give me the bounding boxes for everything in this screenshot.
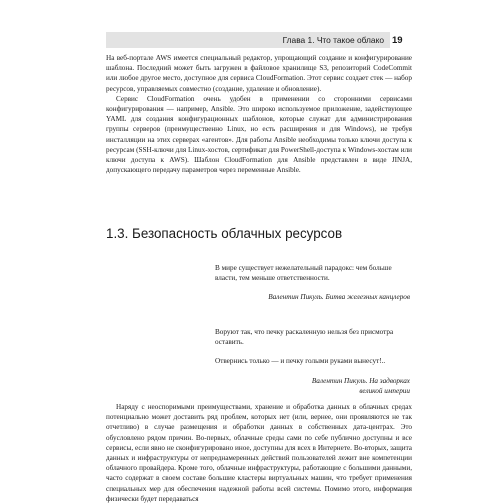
- paragraph: Сервис CloudFormation очень удобен в применении со сторонними сервисами конфигурирования — например, Ansible. Это широко используемое приложение, задействующее YAML для создания конфигурационных шаблонов, которые служат для администрирования группы серверов (преимущественно Linux, но есть расширения и для Windows), не требуя инсталляции на этих серверах «агентов». Для работы Ansible необходимы только ключи доступа к ресурсам (SSH-ключи для Linux-хостов, сертификат для PowerShell-доступа к Windows-хостам или ключи доступа к AWS). Шаблон CloudFormation для Ansible представлен в виде JINJA, допускающего передачу параметров через переменные Ansible.: [106, 94, 412, 175]
- section-heading: 1.3. Безопасность облачных ресурсов: [106, 226, 343, 241]
- main-text: [106, 402, 412, 504]
- epigraph: [215, 263, 410, 303]
- intro-text: [106, 53, 412, 175]
- paragraph: На веб-портале AWS имеется специальный редактор, упрощающий создание и конфигурирование шаблона. Последний может быть загружен в файловое хранилище S3, репозиторий CodeCommit или любое другое место, доступное для сервиса CloudFormation. Этот сервис создает стек — набор ресурсов, управляемых совместно (создание, удаление и обновление).: [106, 54, 412, 93]
- page-number: 19: [392, 34, 403, 46]
- epigraph-quote: Воруют так, что печку раскаленную нельзя без присмотра оставить.: [215, 328, 394, 347]
- epigraph-quote: Отвернись только — и печку голыми руками вынесут!..: [215, 357, 386, 366]
- epigraph: [215, 327, 410, 396]
- epigraph-attribution: Валентин Пикуль. Битва железных канцлеров: [268, 293, 410, 302]
- running-header: [106, 32, 390, 48]
- epigraph-attribution-line: Валентин Пикуль. На задворках: [311, 376, 410, 385]
- epigraph-attribution: [215, 376, 410, 396]
- chapter-title: Глава 1. Что такое облако: [282, 35, 384, 45]
- epigraph-attribution-line: великой империи: [359, 386, 410, 395]
- paragraph: Наряду с неоспоримыми преимуществами, хранение и обработка данных в облачных средах потенциально может доставить ряд проблем, которых нет (или, вернее, они проявляются не так отчетливо) в случае размещения и обработки данных в собственных дата-центрах. Это обусловлено рядом причин. Во-первых, облачные среды сами по себе публично доступны и все сервисы, если явно не сконфигурировано иное, доступны для всех в Интернете. Во-вторых, защита данных и инфраструктуры от непреднамеренных действий пользователей лежит вне компетенции облачного провайдера. Кроме того, облачные инфраструктуры, работающие с большими данными, часто содержат в своем составе большие кластеры виртуальных машин, что требует применения специальных мер для обеспечения надежной работы всей системы. Помимо этого, информация физически будет передаваться: [106, 403, 412, 503]
- epigraph-quote: В мире существует нежелательный парадокс: чем больше власти, тем меньше ответственности.: [215, 264, 392, 283]
